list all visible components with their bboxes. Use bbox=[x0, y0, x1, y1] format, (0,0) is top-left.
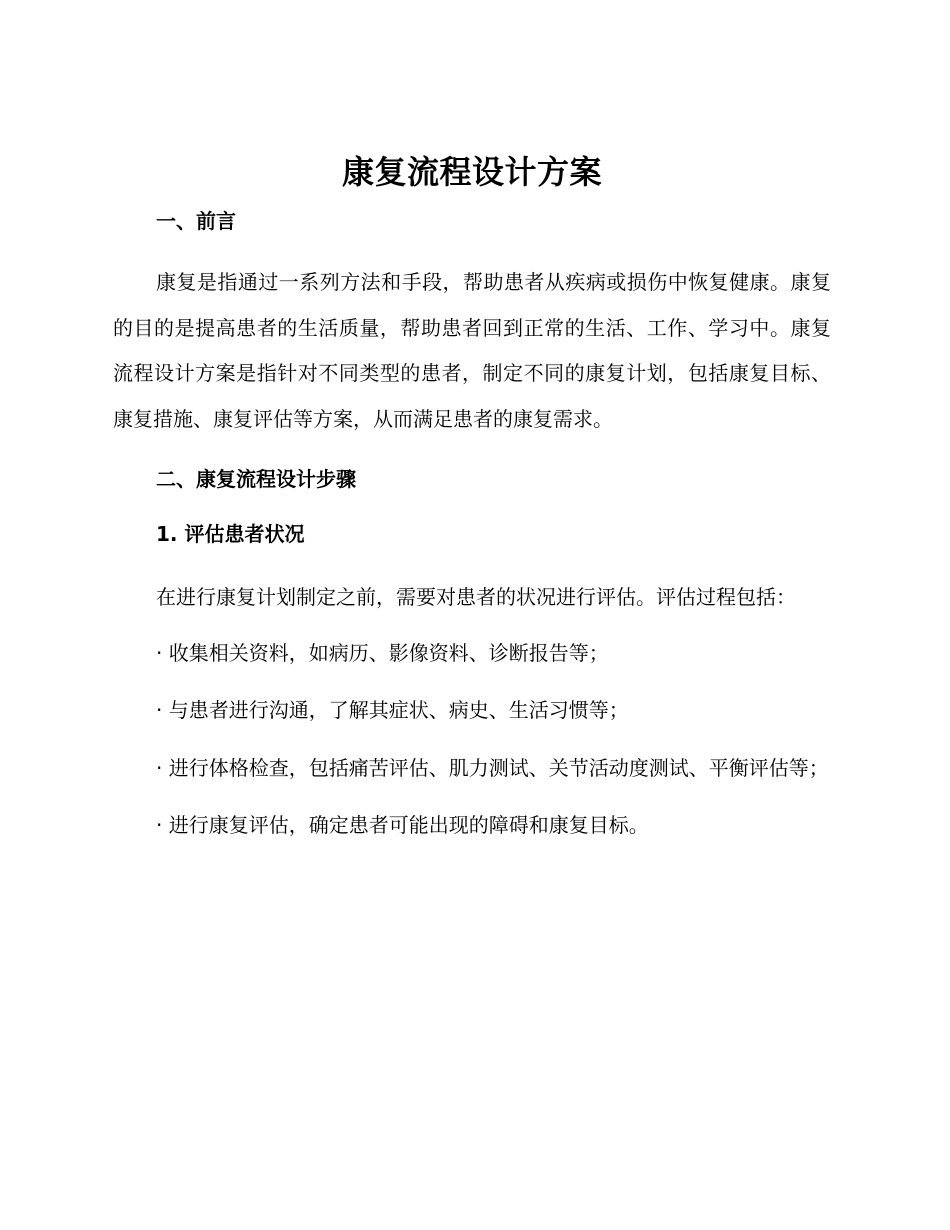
list-item: · 与患者进行沟通，了解其症状、病史、生活习惯等； bbox=[156, 698, 629, 722]
list-item: · 进行体格检查，包括痛苦评估、肌力测试、关节活动度测试、平衡评估等； bbox=[156, 755, 829, 780]
assess-intro-paragraph: 在进行康复计划制定之前，需要对患者的状况进行评估。评估过程包括： bbox=[156, 585, 796, 609]
section-heading-preface: 一、前言 bbox=[156, 209, 236, 233]
subsection-heading-assess: 1. 评估患者状况 bbox=[156, 522, 305, 546]
document-title: 康复流程设计方案 bbox=[341, 153, 602, 191]
list-item: · 收集相关资料，如病历、影像资料、诊断报告等； bbox=[156, 640, 609, 665]
document-body bbox=[113, 148, 831, 849]
preface-paragraph: 康复是指通过一系列方法和手段，帮助患者从疾病或损伤中恢复健康。康复的目的是提高患者的生活质量，帮助患者回到正常的生活、工作、学习中。康复流程设计方案是指针对不同类型的患者，制定不同的康复计划，包括康复目标、康复措施、康复评估等方案，从而满足患者的康复需求。 bbox=[113, 270, 831, 431]
section-heading-steps: 二、康复流程设计步骤 bbox=[156, 467, 356, 491]
list-item: · 进行康复评估，确定患者可能出现的障碍和康复目标。 bbox=[156, 813, 649, 837]
